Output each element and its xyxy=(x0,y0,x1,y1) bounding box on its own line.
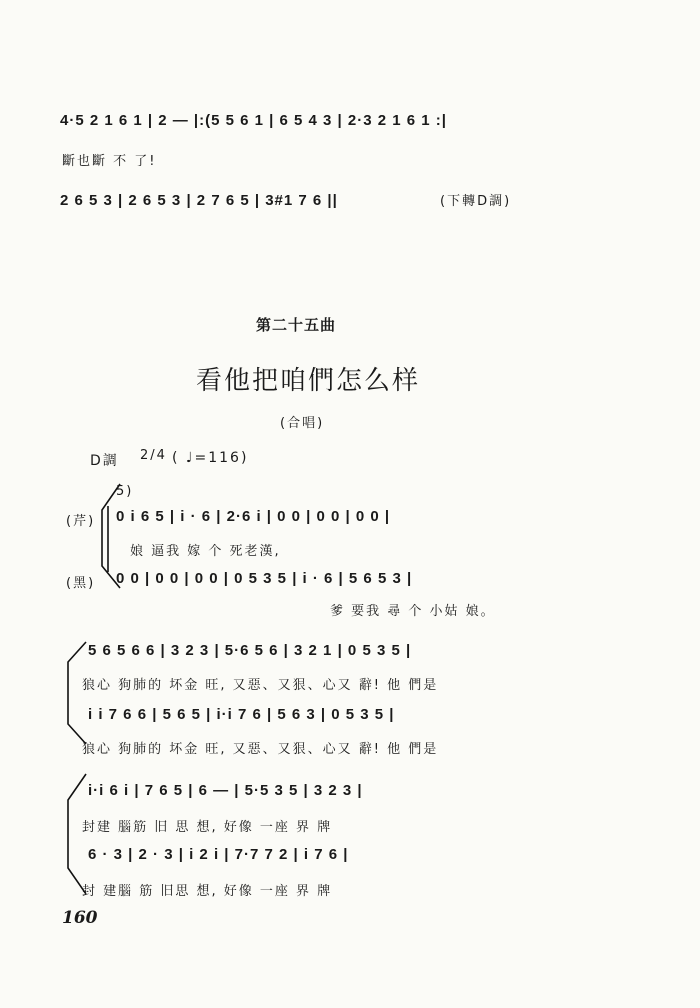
top-line1-notes: 4·5 2 1 6 1 | 2 — |:(5 5 6 1 | 6 5 4 3 | 2·3 2 1 6 1 :| xyxy=(60,112,447,129)
voice1-label: (芹) xyxy=(66,514,96,529)
system3-voice2-notes: 6 · 3 | 2 · 3 | i 2 i | 7·7 7 2 | i 7 6 | xyxy=(88,846,349,863)
rehearsal-mark: 5) xyxy=(116,484,134,499)
top-line2-note: (下轉D調) xyxy=(440,194,512,209)
song-title: 看他把咱們怎么样 xyxy=(196,366,421,396)
system3-voice1-lyric: 封建 腦筋 旧 思 想, 好像 一座 界 牌 xyxy=(82,820,333,835)
voice2-label: (黑) xyxy=(66,576,96,591)
system2-voice2-lyric: 狼心 狗肺的 坏金 旺, 又惡、又狠、心又 辭! 他 們是 xyxy=(82,742,439,757)
system1-voice2-lyric: 爹 要我 尋 个 小姑 娘。 xyxy=(330,604,496,619)
song-number: 第二十五曲 xyxy=(256,316,337,334)
song-key: D調 xyxy=(90,453,119,469)
top-line2-notes: 2 6 5 3 | 2 6 5 3 | 2 7 6 5 | 3#1 7 6 || xyxy=(60,192,338,209)
song-tempo: ( ♩=116) xyxy=(172,450,249,466)
system2-voice1-lyric: 狼心 狗肺的 坏金 旺, 又惡、又狠、心又 辭! 他 們是 xyxy=(82,678,439,693)
page-number: 160 xyxy=(62,908,98,928)
system1-voice1-notes: 0 i 6 5 | i · 6 | 2·6 i | 0 0 | 0 0 | 0 0 | xyxy=(116,508,391,525)
system3-voice1-notes: i·i 6 i | 7 6 5 | 6 — | 5·5 3 5 | 3 2 3 | xyxy=(88,782,363,799)
top-line1-lyric: 斷也斷 不 了! xyxy=(62,154,157,169)
system2-voice1-notes: 5 6 5 6 6 | 3 2 3 | 5·6 5 6 | 3 2 1 | 0 5 3 5 | xyxy=(88,642,412,659)
system1-voice1-lyric: 娘 逼我 嫁 个 死老漢, xyxy=(130,544,281,559)
song-subtitle: (合唱) xyxy=(280,416,325,431)
system3-voice2-lyric: 封 建腦 筋 旧思 想, 好像 一座 界 牌 xyxy=(82,884,333,899)
system1-voice2-notes: 0 0 | 0 0 | 0 0 | 0 5 3 5 | i · 6 | 5 6 5 3 | xyxy=(116,570,413,587)
system2-voice2-notes: i i 7 6 6 | 5 6 5 | i·i 7 6 | 5 6 3 | 0 5 3 5 | xyxy=(88,706,395,723)
song-meter: 2/4 xyxy=(140,448,167,463)
